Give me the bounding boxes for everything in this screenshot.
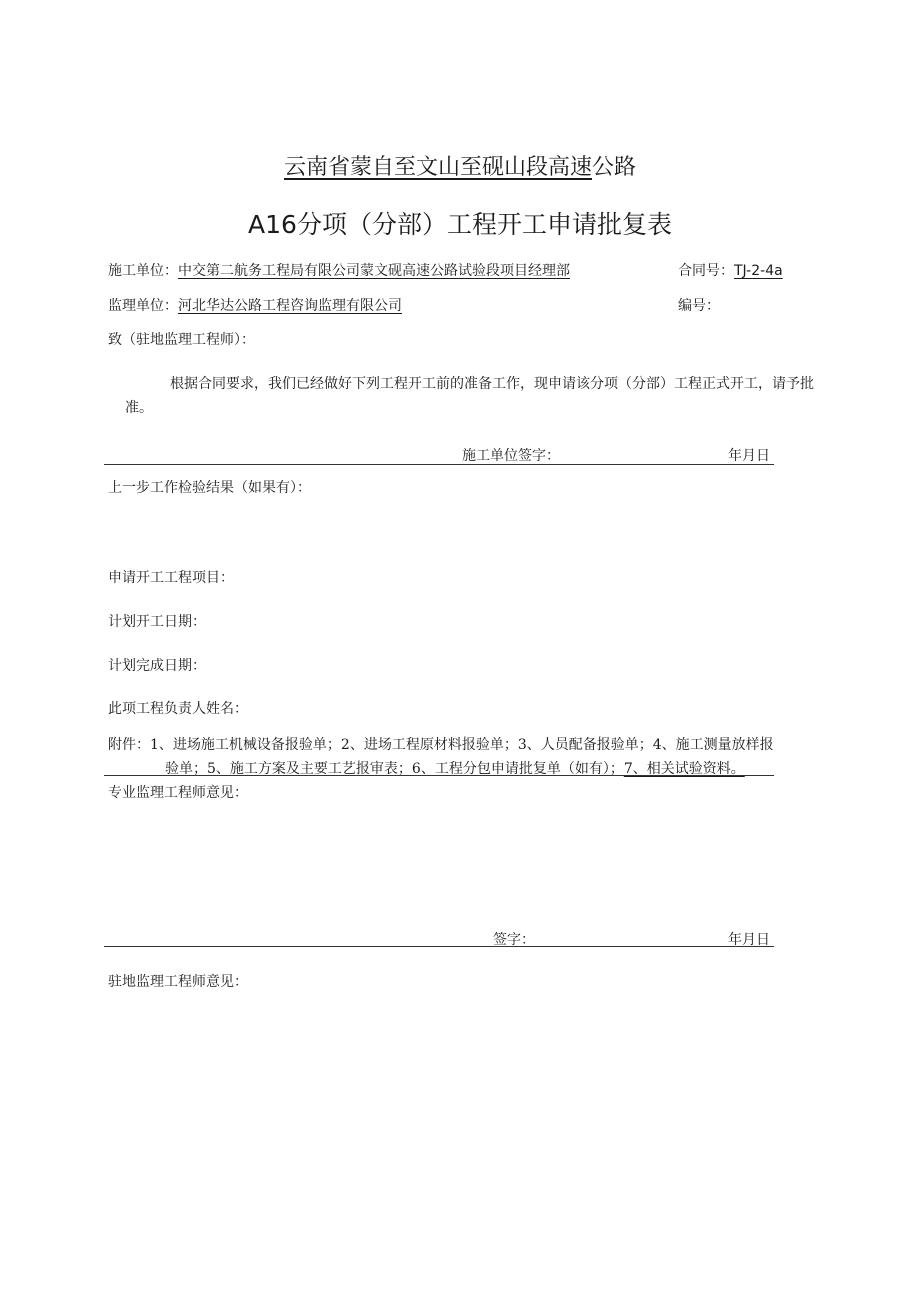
resident-opinion-label: 驻地监理工程师意见：: [108, 974, 248, 990]
project-title-underlined: 云南省蒙自至文山至砚山段高速: [283, 155, 592, 180]
project-label: 申请开工工程项目：: [108, 570, 234, 586]
serial-label: 编号：: [678, 298, 720, 314]
contractor-label: 施工单位：: [108, 263, 178, 279]
supervisor-value: 河北华达公路工程咨询监理有限公司: [178, 298, 402, 314]
request-paragraph: 根据合同要求，我们已经做好下列工程开工前的准备工作，现申请该分项（分部）工程正式开工，请予批准。: [125, 376, 814, 416]
contractor-row: [108, 260, 570, 280]
attachments-line-1: 附件：1、进场施工机械设备报验单；2、进场工程原材料报验单；3、人员配备报验单；4、施工测量放样报: [108, 737, 774, 753]
divider-2: [104, 775, 774, 776]
specialist-signature-label: 签字：: [493, 932, 535, 948]
specialist-opinion-label: 专业监理工程师意见：: [108, 785, 248, 801]
contract-no-label: 合同号：: [678, 263, 734, 279]
contractor-date-label: 年月日: [728, 448, 770, 464]
project-title: [0, 150, 920, 181]
planned-finish-label: 计划完成日期：: [108, 658, 206, 674]
contract-no-value: TJ-2-4a: [734, 263, 783, 279]
attachments-line-2-a: 验单；5、施工方案及主要工艺报审表；6、工程分包申请批复单（如有）；: [165, 761, 624, 777]
addressee: 致（驻地监理工程师）：: [108, 332, 255, 348]
responsible-label: 此项工程负责人姓名：: [108, 701, 248, 717]
attachments-line-2-b: 7、相关试验资料。: [623, 761, 745, 777]
supervisor-row: [108, 295, 402, 315]
divider-3: [104, 946, 774, 947]
divider-1: [104, 464, 774, 465]
previous-result-label: 上一步工作检验结果（如果有）：: [108, 480, 311, 496]
specialist-date-label: 年月日: [728, 932, 770, 948]
contractor-signature-label: 施工单位签字：: [462, 448, 560, 464]
contractor-value: 中交第二航务工程局有限公司蒙文砚高速公路试验段项目经理部: [178, 263, 570, 279]
supervisor-label: 监理单位：: [108, 298, 178, 314]
form-title: A16分项（分部）工程开工申请批复表: [248, 210, 672, 239]
serial-row: [678, 295, 720, 315]
project-title-suffix: 公路: [592, 155, 637, 180]
planned-start-label: 计划开工日期：: [108, 614, 206, 630]
contract-no-row: [678, 260, 783, 280]
